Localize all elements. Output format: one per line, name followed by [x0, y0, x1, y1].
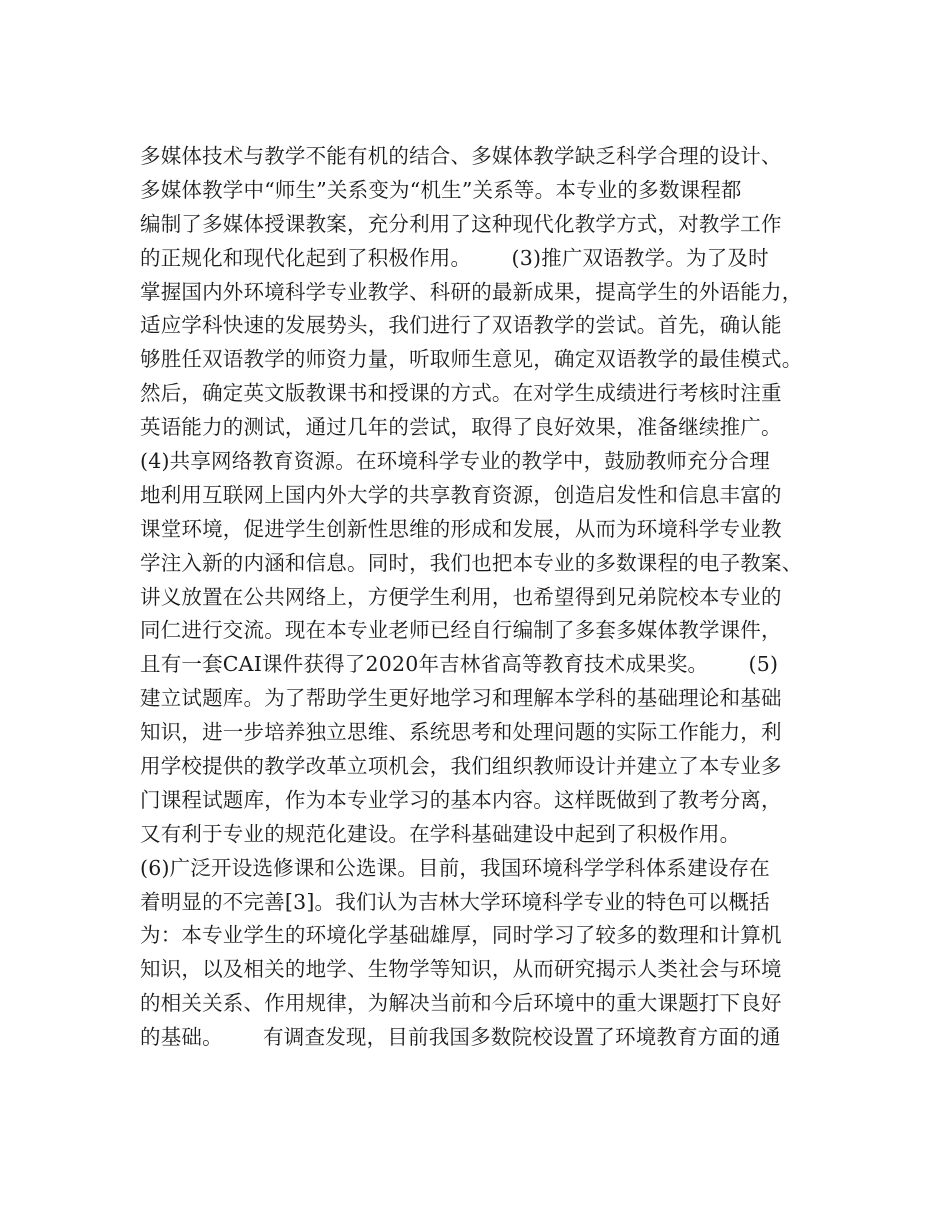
text-line: 多媒体技术与教学不能有机的结合、多媒体教学缺乏科学合理的设计、: [140, 144, 782, 168]
text-line: 然后，确定英文版教课书和授课的方式。在对学生成绩进行考核时注重: [140, 381, 782, 406]
text-line: 建立试题库。为了帮助学生更好地学习和理解本学科的基础理论和基础: [140, 686, 782, 711]
text-line: (6)广泛开设选修课和公选课。目前，我国环境科学学科体系建设存在: [140, 855, 770, 880]
text-line: (4)共享网络教育资源。在环境科学专业的教学中，鼓励教师充分合理: [140, 449, 770, 474]
text-line: 够胜任双语教学的师资力量，听取师生意见，确定双语教学的最佳模式。: [140, 347, 803, 372]
text-line: 的正规化和现代化起到了积极作用。 (3)推广双语教学。为了及时: [140, 245, 769, 270]
text-line: 学注入新的内涵和信息。同时，我们也把本专业的多数课程的电子教案、: [140, 550, 803, 575]
text-line: 着明显的不完善[3]。我们认为吉林大学环境科学专业的特色可以概括: [140, 889, 770, 914]
text-line: 英语能力的测试，通过几年的尝试，取得了良好效果，准备继续推广。: [140, 415, 782, 440]
text-line: 的相关关系、作用规律，为解决当前和今后环境中的重大课题打下良好: [140, 991, 782, 1016]
text-line: 知识，以及相关的地学、生物学等知识，从而研究揭示人类社会与环境: [140, 957, 782, 982]
text-line: 编制了多媒体授课教案，充分利用了这种现代化教学方式，对教学工作: [140, 211, 782, 236]
text-line: 用学校提供的教学改革立项机会，我们组织教师设计并建立了本专业多: [140, 754, 782, 779]
text-line: 地利用互联网上国内外大学的共享教育资源，创造启发性和信息丰富的: [140, 482, 782, 507]
text-line: 且有一套CAI课件获得了2020年吉林省高等教育技术成果奖。 (5): [140, 652, 779, 677]
text-line: 的基础。 有调查发现，目前我国多数院校设置了环境教育方面的通: [140, 1025, 781, 1050]
text-line: 掌握国内外环境科学专业教学、科研的最新成果，提高学生的外语能力，: [140, 279, 803, 304]
text-line: 知识，进一步培养独立思维、系统思考和处理问题的实际工作能力，利: [140, 720, 782, 745]
text-line: 适应学科快速的发展势头，我们进行了双语教学的尝试。首先，确认能: [140, 313, 782, 338]
body-text: [140, 140, 820, 1055]
text-line: 门课程试题库，作为本专业学习的基本内容。这样既做到了教考分离，: [140, 787, 782, 812]
text-line: 课堂环境，促进学生创新性思维的形成和发展，从而为环境科学专业教: [140, 516, 782, 541]
text-line: 为：本专业学生的环境化学基础雄厚，同时学习了较多的数理和计算机: [140, 923, 782, 948]
text-line: 多媒体教学中“师生”关系变为“机生”关系等。本专业的多数课程都: [140, 177, 742, 202]
text-line: 同仁进行交流。现在本专业老师已经自行编制了多套多媒体教学课件，: [140, 618, 782, 643]
text-line: 又有利于专业的规范化建设。在学科基础建设中起到了积极作用。: [140, 821, 741, 846]
text-line: 讲义放置在公共网络上，方便学生利用，也希望得到兄弟院校本专业的: [140, 584, 782, 609]
